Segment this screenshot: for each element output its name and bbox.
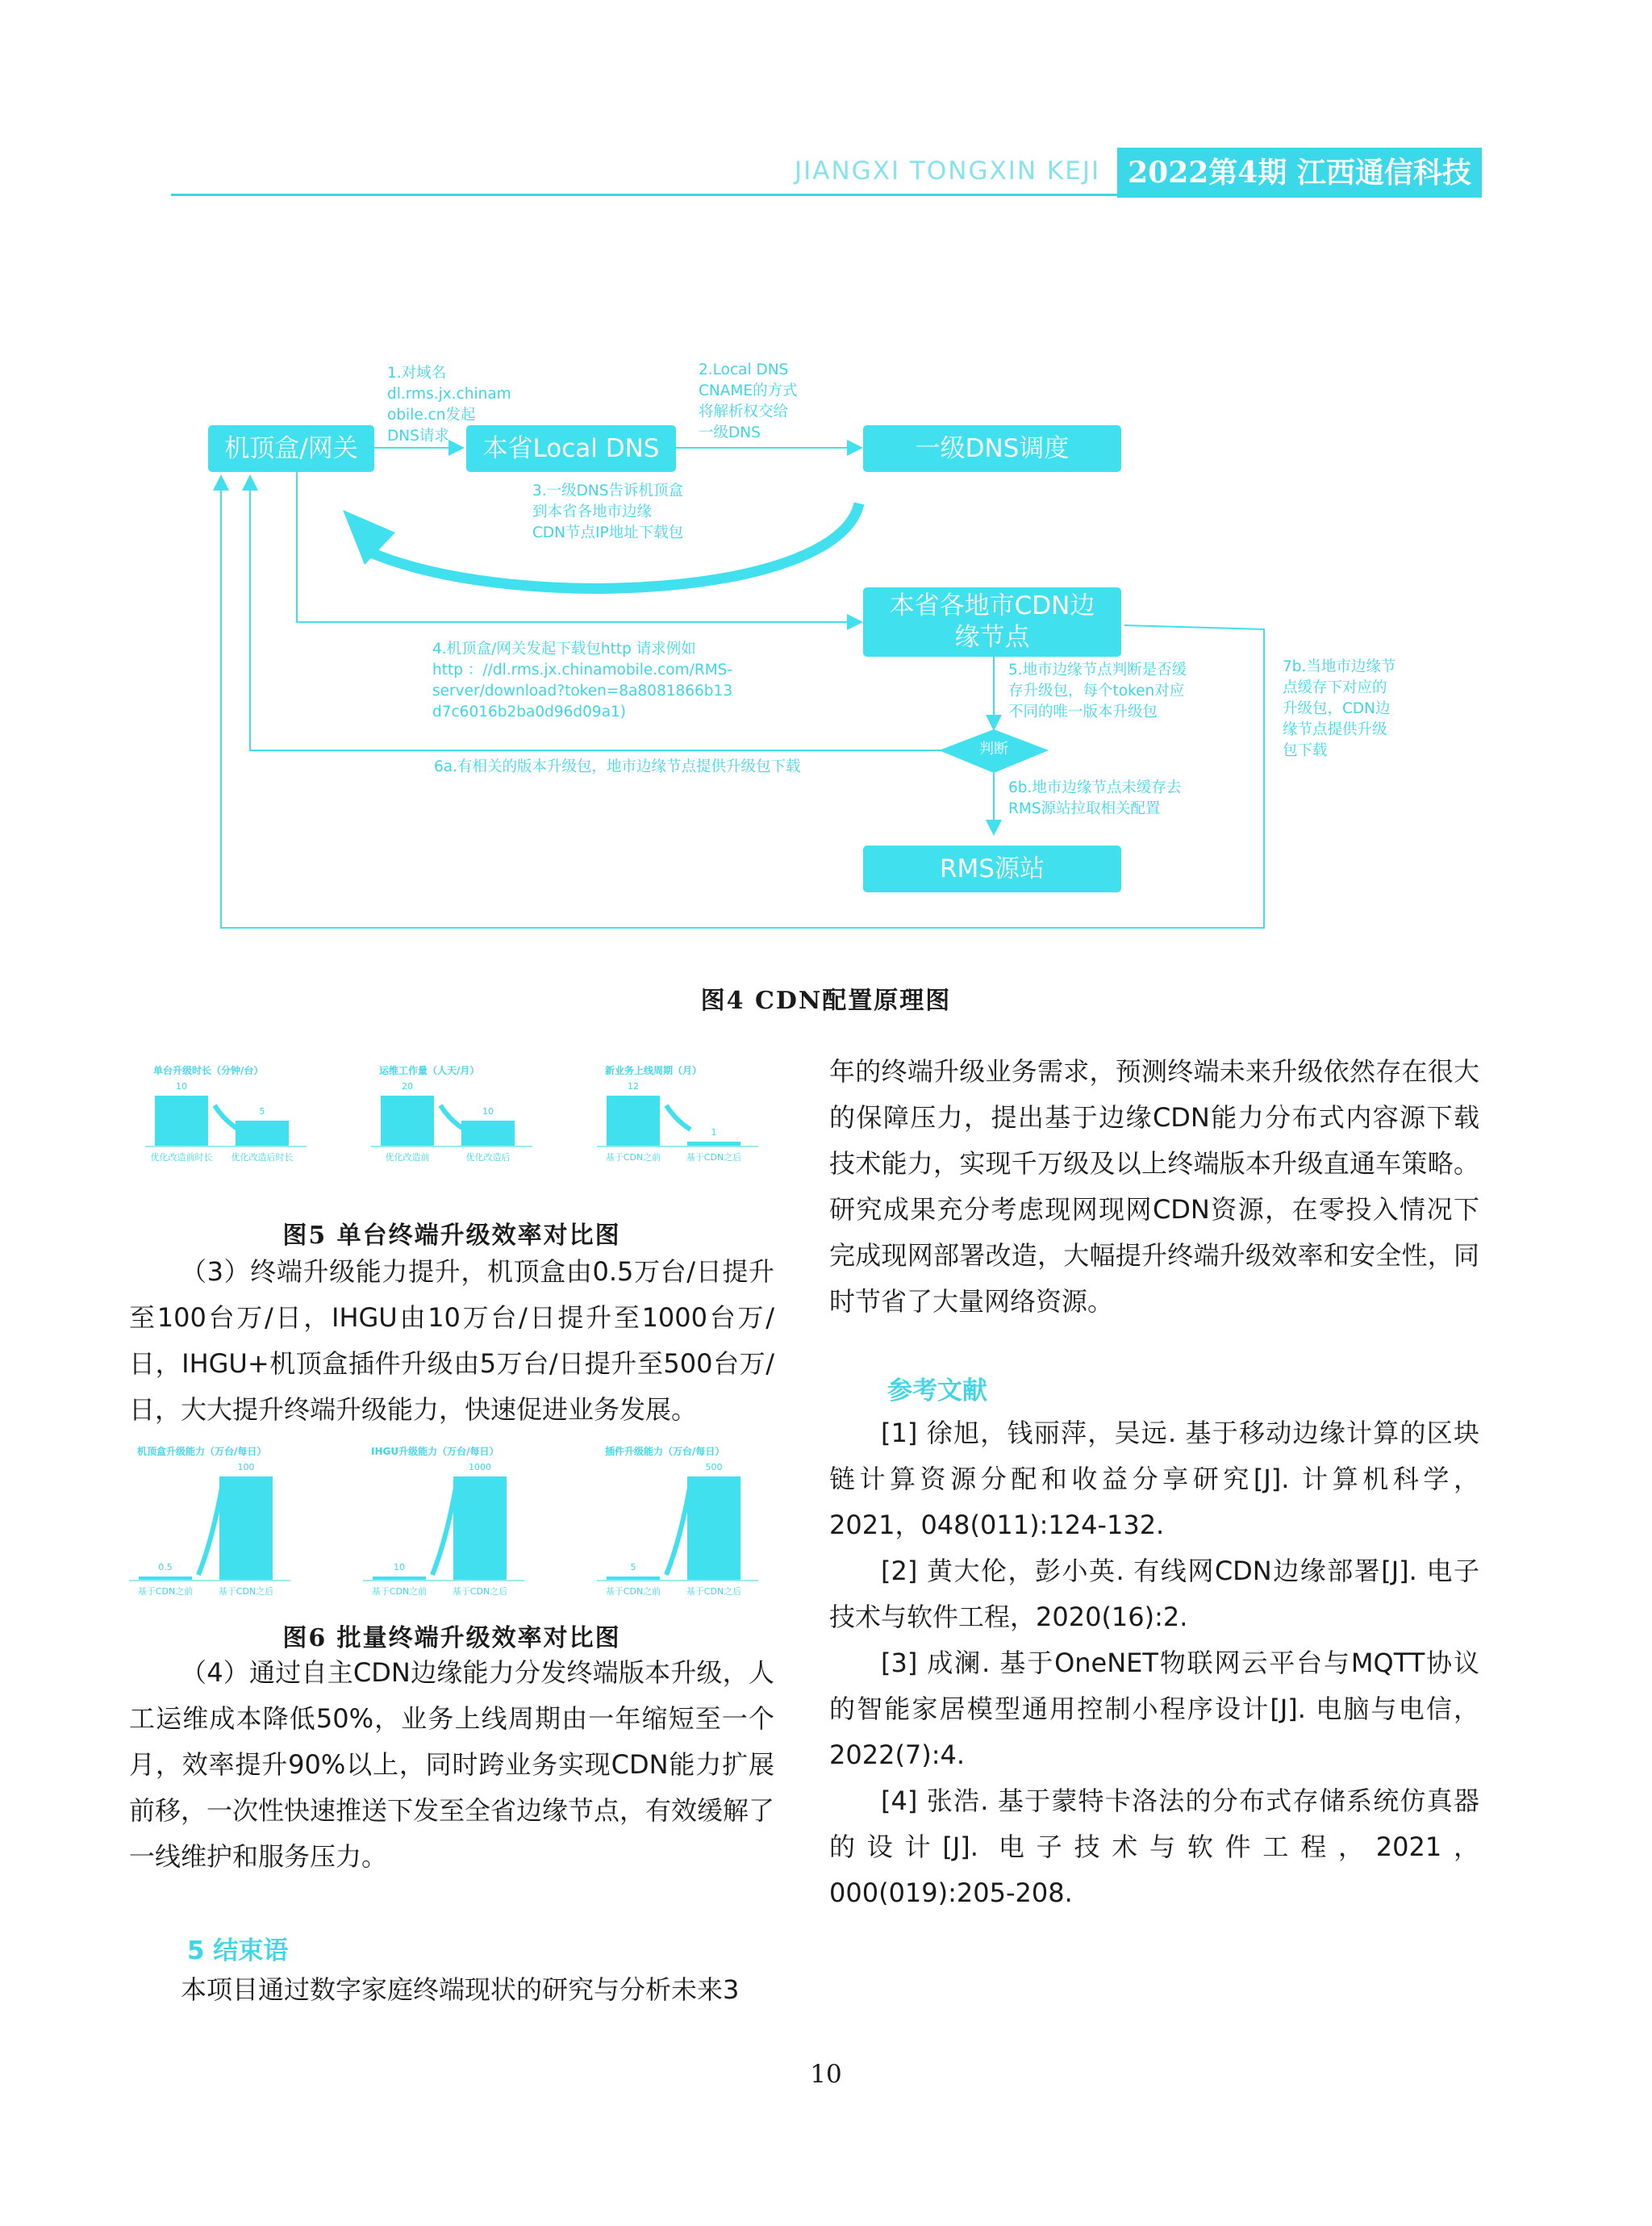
mini-chart-baseline [145, 1146, 307, 1147]
mini-chart-bar [139, 1577, 192, 1580]
figure4-caption: 图4 CDN配置原理图 [700, 987, 952, 1015]
judge-label: 判断 [979, 741, 1008, 758]
step-7b-label: 7b.当地市边缘节 点缓存下对应的 升级包，CDN边 缘节点提供升级 包下载 [1283, 658, 1396, 759]
mini-chart-title: 插件升级能力（万台/每日） [605, 1446, 725, 1457]
node-local-dns: 本省Local DNS [466, 425, 676, 472]
step-2-label: 2.Local DNS CNAME的方式 将解析权交给 一级DNS [699, 361, 798, 441]
mini-chart-category: 优化改造前时长 [150, 1152, 213, 1163]
mini-chart-value: 10 [482, 1106, 494, 1117]
mini-chart-category: 基于CDN之后 [218, 1586, 274, 1597]
mini-chart-title: IHGU升级能力（万台/每日） [371, 1446, 499, 1457]
trend-arrow-icon [663, 1096, 695, 1146]
references-list [829, 1410, 1479, 1916]
mini-chart-category: 基于CDN之前 [137, 1586, 194, 1597]
mini-chart-value: 10 [176, 1081, 187, 1092]
mini-chart-category: 优化改造前 [385, 1152, 430, 1163]
mini-chart-baseline [363, 1580, 524, 1581]
mini-chart-bar [373, 1577, 426, 1580]
mini-chart-category: 优化改造后 [465, 1152, 511, 1163]
right-column-paragraph: 年的终端升级业务需求，预测终端未来升级依然存在很大的保障压力，提出基于边缘CDN能力分布式内容源下载技术能力，实现千万级及以上终端版本升级直通车策略。研究成果充分考虑现网现网CDN资源，在零投入情况下完成现网部署改造，大幅提升终端升级效率和安全性，同时节省了大量网络资源。 [829, 1056, 1479, 1317]
mini-chart-value: 12 [628, 1081, 639, 1092]
page-number: 10 [810, 2060, 842, 2089]
figure5-caption: 图5 单台终端升级效率对比图 [282, 1222, 621, 1250]
mini-chart-value: 0.5 [158, 1562, 173, 1572]
mini-chart-title: 运维工作量（人天/月） [379, 1065, 480, 1076]
mini-chart-bar [155, 1096, 208, 1146]
mini-chart-category: 基于CDN之后 [686, 1152, 742, 1163]
trend-arrow-icon [437, 1096, 469, 1146]
step-4-label: 4.机顶盒/网关发起下载包http 请求例如 http ：//dl.rms.jx.chinamobile.com/RMS- server/download?token=8a8081866b13 d7c6016b2ba0d96d09a1) [432, 641, 733, 720]
mini-chart-bar [607, 1577, 660, 1580]
mini-chart-value: 1 [711, 1127, 717, 1138]
figure6-caption: 图6 批量终端升级效率对比图 [282, 1624, 621, 1652]
reference-item: [2] 黄大伦，彭小英. 有线网CDN边缘部署[J]. 电子技术与软件工程，2020(16):2. [829, 1556, 1479, 1632]
node-rms-origin: RMS源站 [863, 846, 1121, 892]
section-5-title: 5 结束语 [187, 1936, 289, 1965]
mini-chart-value: 1000 [469, 1462, 491, 1472]
paragraph-4: （4）通过自主CDN边缘能力分发终端版本升级，人工运维成本降低50%，业务上线周期由一年缩短至一个月，效率提升90%以上，同时跨业务实现CDN能力扩展前移，一次性快速推送下发至全省边缘节点，有效缓解了一线维护和服务压力。 [129, 1657, 775, 1872]
mini-chart-value: 10 [394, 1562, 405, 1572]
node-level1-dns: 一级DNS调度 [863, 425, 1121, 472]
mini-chart-value: 500 [705, 1462, 723, 1472]
mini-chart-category: 基于CDN之前 [371, 1586, 428, 1597]
mini-chart-bar [381, 1096, 434, 1146]
trend-arrow-icon [663, 1476, 695, 1580]
reference-item: [4] 张浩. 基于蒙特卡洛法的分布式存储系统仿真器的设计[J]. 电子技术与软件工程，2021，000(019):205-208. [829, 1785, 1479, 1908]
node-stb-gateway: 机顶盒/网关 [208, 425, 374, 472]
paragraph-3: （3）终端升级能力提升，机顶盒由0.5万台/日提升至100台万/日，IHGU由10万台/日提升至1000台万/日，IHGU+机顶盒插件升级由5万台/日提升至500台万/日，大大提升终端升级能力，快速促进业务发展。 [129, 1256, 774, 1425]
mini-chart-value: 20 [402, 1081, 413, 1092]
trend-arrow-icon [195, 1476, 227, 1580]
mini-chart-baseline [597, 1580, 758, 1581]
mini-chart-baseline [597, 1146, 758, 1147]
mini-chart-baseline [371, 1146, 532, 1147]
left-column-upper [129, 1249, 774, 1433]
step-1-label: 1.对域名 dl.rms.jx.chinam obile.cn发起 DNS请求 [387, 365, 511, 445]
step-6b-label: 6b.地市边缘节点未缓存去 RMS源站拉取相关配置 [1008, 779, 1182, 817]
issue-banner: 2022第4期 江西通信科技 [1117, 148, 1482, 198]
mini-chart-bar [607, 1096, 660, 1146]
mini-chart-value: 5 [259, 1106, 265, 1117]
mini-chart-value: 5 [630, 1562, 636, 1572]
trend-arrow-icon [211, 1096, 244, 1146]
mini-chart-title: 新业务上线周期（月） [605, 1065, 703, 1076]
mini-chart-category: 基于CDN之后 [452, 1586, 508, 1597]
mini-chart-title: 机顶盒升级能力（万台/每日） [137, 1446, 267, 1457]
reference-item: [3] 成澜. 基于OneNET物联网云平台与MQTT协议的智能家居模型通用控制小程序设计[J]. 电脑与电信，2022(7):4. [829, 1648, 1479, 1770]
mini-chart-baseline [129, 1580, 290, 1581]
journal-name-en: JIANGXI TONGXIN KEJI [795, 157, 1101, 186]
section-5-text: 本项目通过数字家庭终端现状的研究与分析未来3 [181, 1974, 740, 2005]
mini-chart-title: 单台升级时长（分钟/台） [153, 1065, 264, 1076]
mini-chart-value: 100 [237, 1462, 255, 1472]
mini-chart-category: 基于CDN之前 [605, 1586, 661, 1597]
cdn-diagram-connectors [0, 0, 1652, 968]
node-cdn-edge: 本省各地市CDN边缘节点 [863, 587, 1121, 657]
reference-item: [1] 徐旭，钱丽萍，吴远. 基于移动边缘计算的区块链计算资源分配和收益分享研究[J]. 计算机科学，2021，048(011):124-132. [829, 1418, 1479, 1540]
left-column-lower [129, 1650, 774, 1880]
mini-chart-category: 基于CDN之前 [605, 1152, 661, 1163]
trend-arrow-icon [429, 1476, 461, 1580]
step-6a-label: 6a.有相关的版本升级包，地市边缘节点提供升级包下载 [434, 758, 801, 775]
step-5-label: 5.地市边缘节点判断是否缓 存升级包，每个token对应 不同的唯一版本升级包 [1008, 662, 1187, 720]
references-title: 参考文献 [887, 1376, 987, 1405]
mini-chart-category: 优化改造后时长 [231, 1152, 294, 1163]
mini-chart-category: 基于CDN之后 [686, 1586, 742, 1597]
step-3-label: 3.一级DNS告诉机顶盒 到本省各地市边缘 CDN节点IP地址下载包 [532, 482, 684, 541]
